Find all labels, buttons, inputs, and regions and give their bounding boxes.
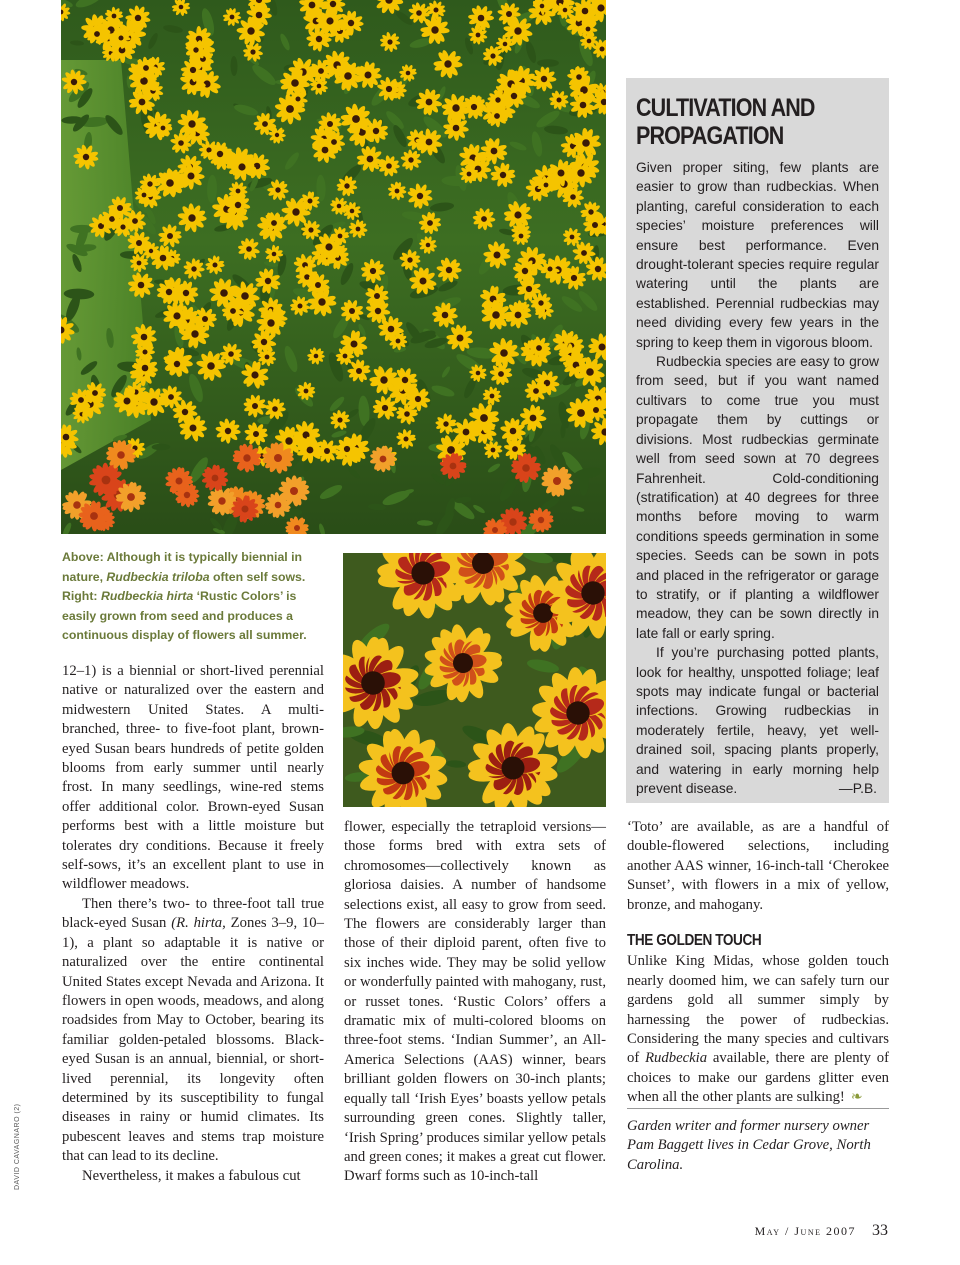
- column3-paragraph-1: ‘Toto’ are available, as are a handful of double-flowered selections, including another AAS winner, 16-inch-tall ‘Cherokee Sunset’, with flowers in a mix of yellow, bronze, and mahogany.: [627, 819, 889, 913]
- leaf: [537, 59, 559, 67]
- page-footer: [755, 1222, 888, 1240]
- page-number: 33: [872, 1222, 888, 1239]
- article-column-1: [62, 662, 324, 1186]
- rustic-colors-photo: [343, 553, 606, 807]
- column3-p2-species: Rudbeckia: [645, 1050, 708, 1067]
- sidebar-paragraph-3: [636, 643, 879, 798]
- column1-p2-start: Then there’s two- to three-foot tall true black-eyed Susan: [62, 895, 324, 932]
- sidebar-body: [636, 158, 879, 798]
- caption-above-label: Above:: [62, 550, 104, 564]
- column1-paragraph-3: Nevertheless, it makes a fabulous cut: [82, 1167, 301, 1184]
- article-column-2: [344, 818, 606, 1187]
- sidebar-p3-text: If you’re purchasing potted plants, look for healthy, unspotted foliage; leaf spots may indicate fungal or bacterial infections. Growing rudbeckias in moderately fertile, heavy, yet well-drained soil, spacing plants properly, and watering in early morning help prevent disease.: [636, 645, 879, 796]
- caption-above-species: Rudbeckia triloba: [106, 569, 210, 584]
- sidebar-paragraph-1: Given proper siting, few plants are easier to grow than rudbeckias. When planting, careful consideration to each species’ moisture preferences will ensure best performance. Even drought-tolerant species require regular watering until the plants are established. Perennial rudbeckias may need dividing every few years in the spring to keep them in vigorous bloom.: [636, 160, 879, 350]
- column3-p2-start: Unlike King Midas, whose golden touch nearly doomed him, we can safely turn our gardens gold all summer simply by harnessing the power of rudbeckias. Considering the many species and cultivars of: [627, 953, 889, 1067]
- caption-right-label: Right:: [62, 589, 98, 603]
- sidebar-title: [636, 94, 845, 150]
- rudbeckia-triloba-photo: [61, 0, 606, 534]
- sidebar-paragraph-2: Rudbeckia species are easy to grow from seed, but if you want named cultivars to come true you must propagate them by cuttings or divisions. Most rudbeckias germinate well from seed sown at 70 degrees Fahrenheit. Cold-conditioning (stratification) at 40 degrees for three months before moving to warm conditions speeds germination in some species. Seeds can be sown in pots and placed in the refrigerator or garage to stratify, or if planting a wildflower meadow, they can be sown directly in late fall or early spring.: [636, 354, 879, 641]
- sidebar-title-line-1: CULTIVATION AND: [636, 94, 815, 122]
- caption-right-text: ‘Rustic Colors’ is easily grown from seed and produces a continuous display of flowers all summer.: [62, 589, 307, 642]
- column1-p2-end: Zones 3–9, 10–1), a plant so adaptable it is native or naturalized over the entire continental United States except Nevada and Arizona. It flowers in open woods, meadows, and along roadsides from May to October, bearing its familiar golden-petaled blossoms. Black-eyed Susan is an annual, biennial, or short-lived perennial, its longevity often determined by its susceptibility to fungal diseases in rainy or humid climates. Its pubescent leaves and stems trap moisture that can lead to its decline.: [62, 915, 324, 1165]
- photo-caption: [62, 548, 324, 646]
- column3-paragraph-2: [627, 952, 889, 1107]
- caption-right-species: Rudbeckia hirta: [100, 589, 194, 603]
- column1-paragraph-1: 12–1) is a biennial or short-lived perennial native or naturalized over the eastern and midwestern United States. A multi-branched, three- to five-foot plant, brown-eyed Susan bears hundreds of petite golden blooms from early summer until nearly frost. In many seedlings, wine-red stems offer additional color. Brown-eyed Susan performs best with a little moisture but tolerates dry conditions. Because it freely self-sows, it’s an excellent plant to use in wildflower meadows.: [62, 663, 324, 893]
- rudbeckia-triloba-image: [61, 0, 606, 534]
- column3-p2-end: available, there are plenty of choices to make our gardens glitter even when all the other plants are sulking!: [627, 1050, 890, 1106]
- caption-above-text-end: often self sows.: [213, 569, 306, 584]
- column1-paragraph-2: [62, 895, 324, 1167]
- rustic-colors-image: [343, 553, 606, 807]
- column1-p2-species: (R. hirta,: [171, 915, 226, 932]
- column2-paragraph-1: flower, especially the tetraploid versions—those forms bred with extra sets of chromosomes—collectively known as gloriosa daisies. A number of handsome selections exist, all easy to grow from seed. The flowers are considerably larger than those of their diploid parent, often five to six inches wide. They may be solid yellow or wonderfully painted with mahogany, rust, or russet tones. ‘Rustic Colors’ offers a dramatic mix of multi-colored blooms on three-foot stems. ‘Indian Summer’, an All-America Selections (AAS) winner, bears brilliant golden flowers on 30-inch plants; equally tall ‘Irish Eyes’ boasts yellow petals surrounding green cones. Slightly taller, ‘Irish Spring’ produces similar yellow petals and green cones; it makes a great cut flower. Dwarf forms such as 10-inch-tall: [344, 819, 606, 1185]
- sidebar-title-line-2: PROPAGATION: [636, 122, 784, 150]
- article-column-3: [627, 818, 889, 1175]
- photo-credit: DAVID CAVAGNARO (2): [14, 1103, 21, 1190]
- caption-above-text: Although it is typically biennial in nature,: [62, 550, 303, 584]
- section-heading-golden-touch: THE GOLDEN TOUCH: [627, 932, 762, 950]
- issue-date: May / June 2007: [754, 1224, 856, 1238]
- cultivation-sidebar: [626, 78, 889, 803]
- sidebar-signature: —P.B.: [838, 781, 877, 796]
- author-bio: Garden writer and former nursery owner Pam Baggett lives in Cedar Grove, North Carolina.: [627, 1108, 889, 1175]
- end-of-article-icon: ❧: [850, 1090, 863, 1106]
